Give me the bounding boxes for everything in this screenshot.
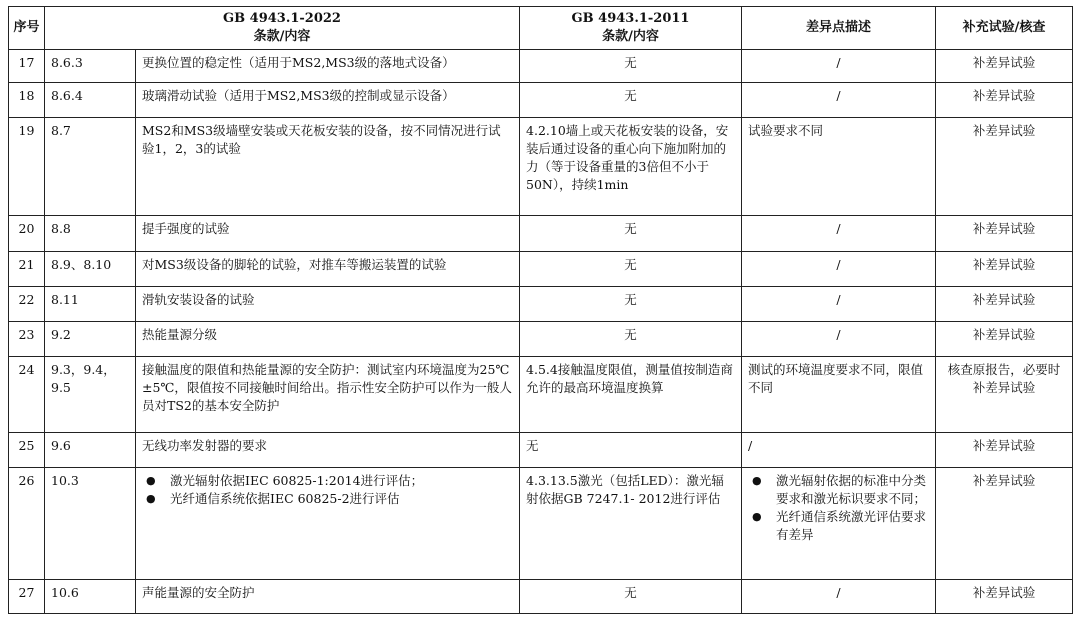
row-diff: / <box>742 252 936 287</box>
row-content: 提手强度的试验 <box>136 216 520 252</box>
table-row <box>9 118 1073 216</box>
table-row <box>9 433 1073 468</box>
row-no: 26 <box>9 468 45 580</box>
row-supp: 补差异试验 <box>936 433 1073 468</box>
row-content: 接触温度的限值和热能量源的安全防护：测试室内环境温度为25℃±5℃，限值按不同接触时间给出。指示性安全防护可以作为一般人员对TS2的基本安全防护 <box>136 357 520 433</box>
table-row <box>9 580 1073 614</box>
row-supp: 补差异试验 <box>936 118 1073 216</box>
row-clause: 9.2 <box>45 322 136 357</box>
row-supp: 补差异试验 <box>936 287 1073 322</box>
row-supp: 补差异试验 <box>936 252 1073 287</box>
row-clause: 8.11 <box>45 287 136 322</box>
row-old: 无 <box>520 433 742 468</box>
row-old: 无 <box>520 216 742 252</box>
row-diff: / <box>742 50 936 83</box>
row-diff: / <box>742 83 936 118</box>
row-old: 无 <box>520 287 742 322</box>
row-no: 19 <box>9 118 45 216</box>
row-supp: 补差异试验 <box>936 580 1073 614</box>
row-diff: 试验要求不同 <box>742 118 936 216</box>
header-supp: 补充试验/核查 <box>936 7 1073 50</box>
list-item: ● 激光辐射依据IEC 60825-1:2014进行评估； <box>142 472 513 490</box>
diff-bullet-list <box>748 472 929 544</box>
header-old-std: GB 4943.1-2011 <box>571 11 690 26</box>
row-supp <box>936 357 1073 433</box>
row-old: 无 <box>520 83 742 118</box>
table-row <box>9 216 1073 252</box>
row-diff: 测试的环境温度要求不同，限值不同 <box>742 357 936 433</box>
row-no: 27 <box>9 580 45 614</box>
table-row <box>9 357 1073 433</box>
row-content: 滑轨安装设备的试验 <box>136 287 520 322</box>
table-row <box>9 322 1073 357</box>
table-row <box>9 252 1073 287</box>
row-old: 无 <box>520 580 742 614</box>
header-diff: 差异点描述 <box>742 7 936 50</box>
row-clause: 10.3 <box>45 468 136 580</box>
list-item: ● 光纤通信系统依据IEC 60825-2进行评估 <box>142 490 513 508</box>
row-content: 无线功率发射器的要求 <box>136 433 520 468</box>
row-clause: 9.6 <box>45 433 136 468</box>
table-row <box>9 83 1073 118</box>
header-old-standard <box>520 7 742 50</box>
row-content: 声能量源的安全防护 <box>136 580 520 614</box>
row-content: 对MS3级设备的脚轮的试验，对推车等搬运装置的试验 <box>136 252 520 287</box>
row-no: 17 <box>9 50 45 83</box>
header-new-standard <box>45 7 520 50</box>
row-supp: 补差异试验 <box>936 322 1073 357</box>
row-no: 25 <box>9 433 45 468</box>
row-content: 更换位置的稳定性（适用于MS2,MS3级的落地式设备） <box>136 50 520 83</box>
row-content: MS2和MS3级墙壁安装或天花板安装的设备，按不同情况进行试验1，2，3的试验 <box>136 118 520 216</box>
row-supp: 补差异试验 <box>936 83 1073 118</box>
supp-line-1: 核查原报告，必要时 <box>947 362 1061 377</box>
row-clause: 8.6.3 <box>45 50 136 83</box>
row-clause: 8.9、8.10 <box>45 252 136 287</box>
row-diff: / <box>742 322 936 357</box>
comparison-table <box>8 6 1073 614</box>
row-diff: / <box>742 287 936 322</box>
row-clause: 8.7 <box>45 118 136 216</box>
supp-line-2: 补差异试验 <box>972 380 1036 395</box>
row-no: 23 <box>9 322 45 357</box>
row-old: 4.5.4接触温度限值，测量值按制造商允许的最高环境温度换算 <box>520 357 742 433</box>
header-new-std: GB 4943.1-2022 <box>223 11 341 26</box>
row-clause: 8.6.4 <box>45 83 136 118</box>
table-row <box>9 287 1073 322</box>
row-old: 无 <box>520 50 742 83</box>
row-supp: 补差异试验 <box>936 216 1073 252</box>
row-diff <box>742 468 936 580</box>
header-new-sub: 条款/内容 <box>253 29 311 44</box>
row-no: 24 <box>9 357 45 433</box>
row-supp: 补差异试验 <box>936 50 1073 83</box>
row-content <box>136 468 520 580</box>
row-old: 4.3.13.5激光（包括LED）：激光辐射依据GB 7247.1- 2012进行评估 <box>520 468 742 580</box>
row-clause: 10.6 <box>45 580 136 614</box>
row-diff: / <box>742 216 936 252</box>
list-item: ● 激光辐射依据的标准中分类要求和激光标识要求不同； <box>748 472 929 508</box>
row-no: 22 <box>9 287 45 322</box>
row-old: 无 <box>520 322 742 357</box>
row-clause: 8.8 <box>45 216 136 252</box>
table-row <box>9 50 1073 83</box>
row-no: 20 <box>9 216 45 252</box>
row-clause: 9.3，9.4，9.5 <box>45 357 136 433</box>
row-no: 21 <box>9 252 45 287</box>
table-row <box>9 468 1073 580</box>
header-row <box>9 7 1073 50</box>
header-old-sub: 条款/内容 <box>602 29 659 44</box>
content-bullet-list <box>142 472 513 508</box>
list-item: ● 光纤通信系统激光评估要求有差异 <box>748 508 929 544</box>
row-supp: 补差异试验 <box>936 468 1073 580</box>
row-old: 4.2.10墙上或天花板安装的设备，安装后通过设备的重心向下施加附加的力（等于设备重量的3倍但不小于50N），持续1min <box>520 118 742 216</box>
header-seq: 序号 <box>9 7 45 50</box>
row-content: 玻璃滑动试验（适用于MS2,MS3级的控制或显示设备） <box>136 83 520 118</box>
row-diff: / <box>742 580 936 614</box>
row-old: 无 <box>520 252 742 287</box>
row-no: 18 <box>9 83 45 118</box>
row-diff: / <box>742 433 936 468</box>
row-content: 热能量源分级 <box>136 322 520 357</box>
